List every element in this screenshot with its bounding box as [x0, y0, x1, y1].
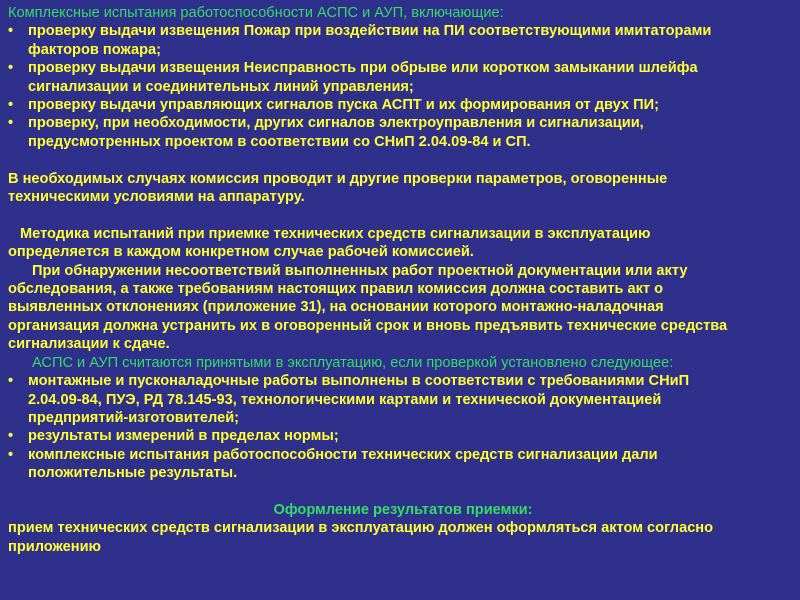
heading-acceptance-conditions: АСПС и АУП считаются принятыми в эксплуатацию, если проверкой установлено следующее:: [32, 354, 674, 371]
test-checks-list: [8, 22, 798, 151]
paragraph-nonconformities: [8, 262, 798, 354]
list-item: [8, 22, 798, 59]
text-line: выявленных отклонениях (приложение 31), на основании которого монтажно-наладочная: [8, 299, 664, 316]
heading-complex-tests: Комплексные испытания работоспособности АСПС и АУП, включающие:: [8, 5, 504, 21]
bullet-icon: •: [8, 446, 14, 463]
list-item-line: проверку выдачи извещения Пожар при воздействии на ПИ соответствующими имитаторами: [28, 23, 712, 40]
text-line: При обнаружении несоответствий выполненных работ проектной документации или акту: [32, 262, 688, 279]
list-item-line: результаты измерений в пределах нормы;: [28, 428, 339, 445]
bullet-icon: •: [8, 60, 14, 77]
list-item-line: факторов пожара;: [28, 41, 161, 58]
list-item: [8, 372, 798, 427]
list-item: [8, 96, 798, 114]
paragraph-additional-checks: [8, 170, 798, 207]
text-line: Методика испытаний при приемке технических средств сигнализации в эксплуатацию: [20, 225, 651, 242]
list-item: [8, 427, 798, 445]
list-item-line: проверку выдачи управляющих сигналов пуска АСПТ и их формирования от двух ПИ;: [28, 97, 659, 114]
list-item-line: комплексные испытания работоспособности технических средств сигнализации дали: [28, 446, 658, 463]
bullet-icon: •: [8, 115, 14, 132]
list-item-line: проверку выдачи извещения Неисправность при обрыве или коротком замыкании шлейфа: [28, 60, 698, 77]
bullet-icon: •: [8, 23, 14, 40]
acceptance-conditions-list: [8, 372, 798, 482]
list-item-line: проверку, при необходимости, других сигналов электроуправления и сигнализации,: [28, 115, 644, 132]
paragraph-test-method: [8, 225, 798, 262]
bullet-icon: •: [8, 97, 14, 114]
text-line: В необходимых случаях комиссия проводит и другие проверки параметров, оговоренные: [8, 170, 668, 187]
list-item-line: предприятий-изготовителей;: [28, 409, 240, 426]
list-item-line: сигнализации и соединительных линий управления;: [28, 78, 414, 95]
slide-content: [8, 4, 798, 556]
text-line: организация должна устранить их в оговоренный срок и вновь предъявить технические средства: [8, 317, 728, 334]
text-line: прием технических средств сигнализации в эксплуатацию должен оформляться актом согласно: [8, 520, 714, 537]
list-item-line: монтажные и пусконаладочные работы выполнены в соответствии с требованиями СНиП: [28, 373, 690, 390]
text-line: техническими условиями на аппаратуру.: [8, 189, 305, 206]
list-item: [8, 59, 798, 96]
text-line: сигнализации к сдаче.: [8, 336, 170, 353]
list-item-line: 2.04.09-84, ПУЭ, РД 78.145-93, технологическими картами и технической документацией: [28, 391, 662, 408]
list-item-line: положительные результаты.: [28, 465, 238, 482]
bullet-icon: •: [8, 428, 14, 445]
paragraph-acceptance-act: [8, 519, 798, 556]
text-line: обследования, а также требованиям настоящих правил комиссия должна составить акт о: [8, 281, 664, 298]
list-item: [8, 446, 798, 483]
bullet-icon: •: [8, 373, 14, 390]
heading-acceptance-documentation: Оформление результатов приемки:: [273, 501, 533, 518]
list-item-line: предусмотренных проектом в соответствии со СНиП 2.04.09-84 и СП.: [28, 133, 531, 150]
text-line: определяется в каждом конкретном случае рабочей комиссией.: [8, 244, 474, 261]
list-item: [8, 114, 798, 151]
text-line: приложению: [8, 538, 102, 555]
